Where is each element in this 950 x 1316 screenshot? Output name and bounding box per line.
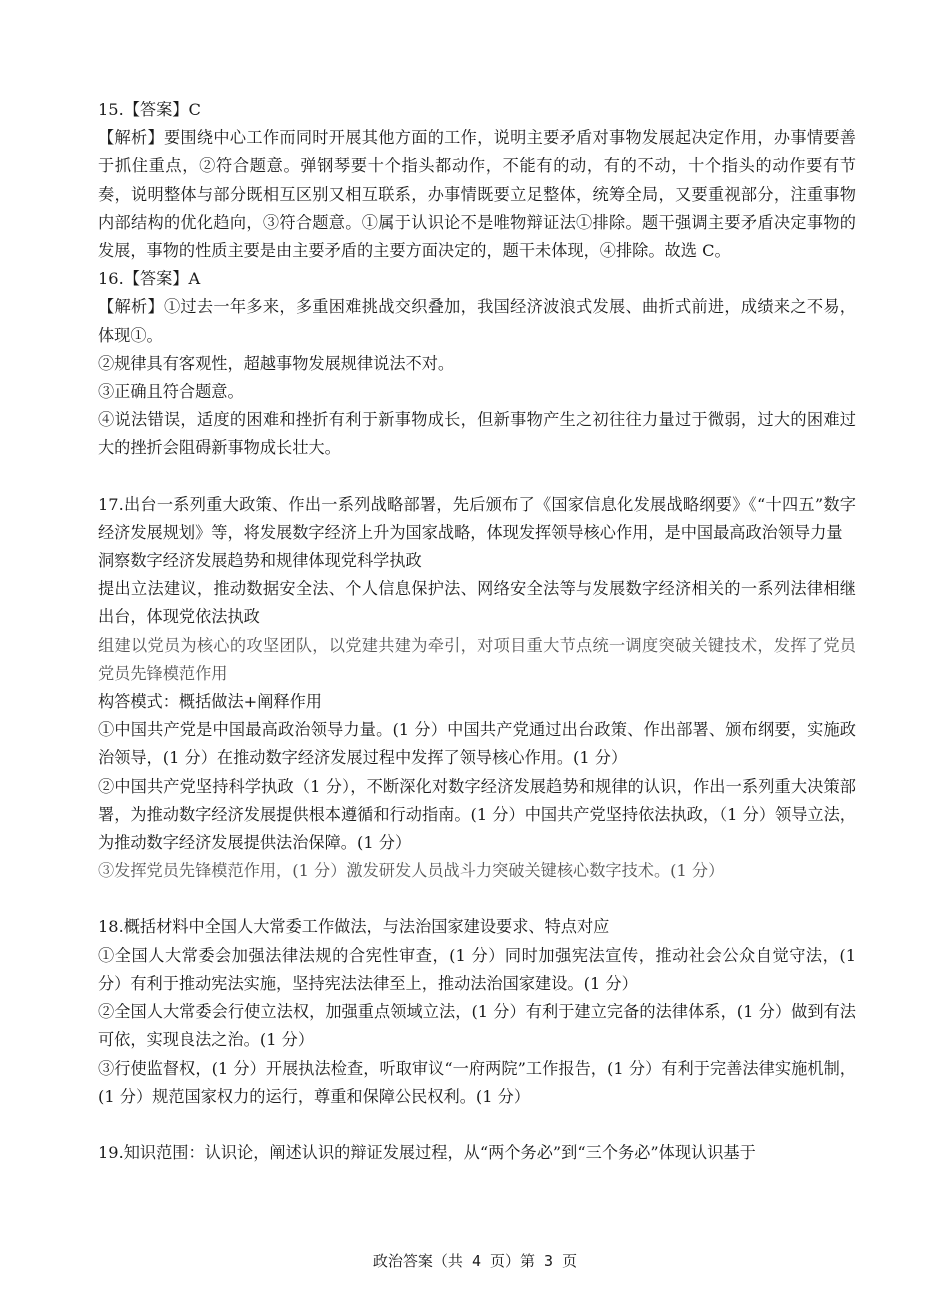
q18-point-1: ①全国人大常委会加强法律法规的合宪性审查，(1 分）同时加强宪法宣传，推动社会公众自觉守法，(1 分）有利于推动宪法实施，坚持宪法法律至上，推动法治国家建设。(1 分） (98, 945, 856, 993)
q18-point-2: ②全国人大常委会行使立法权，加强重点领域立法，(1 分）有利于建立完备的法律体系，(1 分）做到有法可依，实现良法之治。(1 分） (98, 1002, 856, 1050)
q17-point-2: ②中国共产党坚持科学执政（1 分），不断深化对数字经济发展趋势和规律的认识，作出一系列重大决策部署，为推动数字经济发展提供根本遵循和行动指南。(1 分）中国共产党坚持依法执政，（1 分）领导立法，为推动数字经济发展提供法治保障。(1 分） (98, 776, 856, 853)
q17-summary-1: 17.出台一系列重大政策、作出一系列战略部署，先后颁布了《国家信息化发展战略纲要》《“十四五”数字经济发展规划》等，将发展数字经济上升为国家战略，体现发挥领导核心作用，是中国最高政治领导力量 (98, 494, 856, 542)
q17-summary-3: 提出立法建议，推动数据安全法、个人信息保护法、网络安全法等与发展数字经济相关的一系列法律相继出台，体现党依法执政 (98, 579, 856, 627)
q19-heading: 19.知识范围：认识论，阐述认识的辩证发展过程，从“两个务必”到“三个务必”体现认识基于 (98, 1142, 756, 1162)
q17-point-3: ③发挥党员先锋模范作用，(1 分）激发研发人员战斗力突破关键核心数字技术。(1 分） (98, 861, 725, 881)
q15-analysis: 【解析】要围绕中心工作而同时开展其他方面的工作，说明主要矛盾对事物发展起决定作用，办事情要善于抓住重点，②符合题意。弹钢琴要十个指头都动作，不能有的动，有的不动，十个指头的动作要有节奏，说明整体与部分既相互区别又相互联系，办事情既要立足整体，统筹全局，又要重视部分，注重事物内部结构的优化趋向，③符合题意。①属于认识论不是唯物辩证法①排除。题干强调主要矛盾决定事物的发展，事物的性质主要是由主要矛盾的主要方面决定的，题干未体现，④排除。故选 C。 (98, 128, 856, 261)
q16-point-3: ③正确且符合题意。 (98, 382, 244, 402)
q17-answer-pattern: 构答模式：概括做法+阐释作用 (98, 692, 322, 712)
q18-point-3: ③行使监督权，(1 分）开展执法检查，听取审议“一府两院”工作报告，(1 分）有利于完善法律实施机制，(1 分）规范国家权力的运行，尊重和保障公民权利。(1 分） (98, 1058, 856, 1106)
q17-summary-2: 洞察数字经济发展趋势和规律体现党科学执政 (98, 551, 422, 571)
page-footer: 政治答案（共 4 页）第 3 页 (372, 1252, 578, 1270)
section-gap (98, 1111, 856, 1139)
q16-point-4: ④说法错误，适度的困难和挫折有利于新事物成长，但新事物产生之初往往力量过于微弱，过大的困难过大的挫折会阻碍新事物成长壮大。 (98, 410, 856, 458)
section-gap (98, 463, 856, 491)
q16-analysis: 【解析】①过去一年多来，多重困难挑战交织叠加，我国经济波浪式发展、曲折式前进，成绩来之不易，体现①。 (98, 297, 856, 345)
q18-heading: 18.概括材料中全国人大常委工作做法，与法治国家建设要求、特点对应 (98, 917, 610, 937)
q17-point-1: ①中国共产党是中国最高政治领导力量。(1 分）中国共产党通过出台政策、作出部署、颁布纲要，实施政治领导，(1 分）在推动数字经济发展过程中发挥了领导核心作用。(1 分） (98, 720, 856, 768)
q15-answer: 15.【答案】C (98, 100, 201, 119)
section-gap (98, 885, 856, 913)
q17-summary-4: 组建以党员为核心的攻坚团队，以党建共建为牵引，对项目重大节点统一调度突破关键技术，发挥了党员党员先锋模范作用 (98, 635, 856, 683)
answer-page-content (98, 96, 856, 1167)
q16-point-2: ②规律具有客观性，超越事物发展规律说法不对。 (98, 353, 455, 373)
q16-answer: 16.【答案】A (98, 269, 201, 289)
